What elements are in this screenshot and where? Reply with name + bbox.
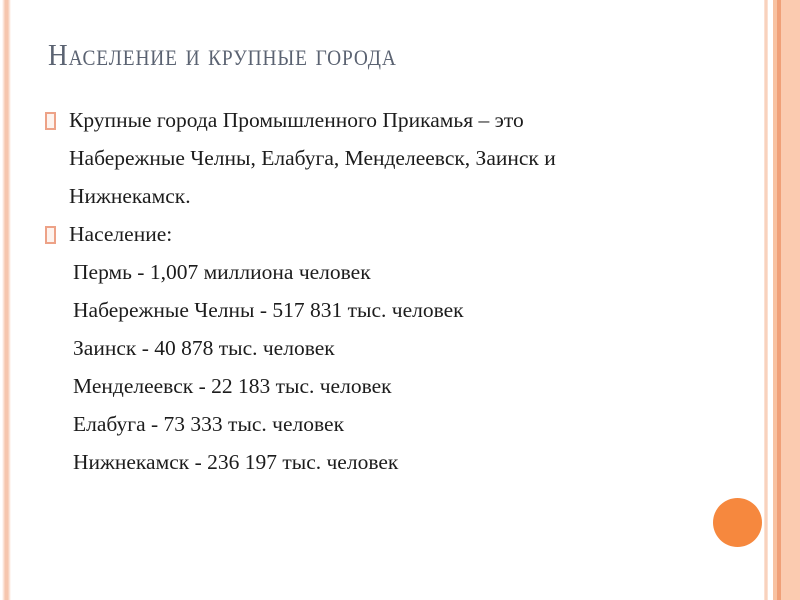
population-list — [73, 253, 705, 481]
population-line: Пермь - 1,007 миллиона человек — [73, 260, 371, 284]
bullet-item-cities — [45, 101, 705, 215]
left-edge-stripe — [2, 0, 11, 600]
bullet-square-icon — [45, 112, 56, 130]
text-line: Нижнекамск. — [69, 184, 191, 208]
text-line: Крупные города Промышленного Прикамья – это — [69, 108, 524, 132]
accent-circle — [713, 498, 762, 547]
slide-title: Население и крупные города — [48, 37, 397, 72]
bullet-text — [69, 101, 705, 215]
population-line: Менделеевск - 22 183 тыс. человек — [73, 374, 392, 398]
text-line: Население: — [69, 222, 173, 246]
slide-body — [45, 101, 705, 481]
right-edge-rail — [764, 0, 800, 600]
population-line: Набережные Челны - 517 831 тыс. человек — [73, 298, 464, 322]
right-peach-band — [773, 0, 800, 600]
population-line: Заинск - 40 878 тыс. человек — [73, 336, 335, 360]
bullet-item-population — [45, 215, 705, 253]
text-line: Набережные Челны, Елабуга, Менделеевск, Заинск и — [69, 146, 556, 170]
bullet-text — [69, 215, 705, 253]
population-line: Елабуга - 73 333 тыс. человек — [73, 412, 345, 436]
bullet-square-icon — [45, 226, 56, 244]
population-line: Нижнекамск - 236 197 тыс. человек — [73, 450, 399, 474]
right-thin-stripe — [764, 0, 768, 600]
